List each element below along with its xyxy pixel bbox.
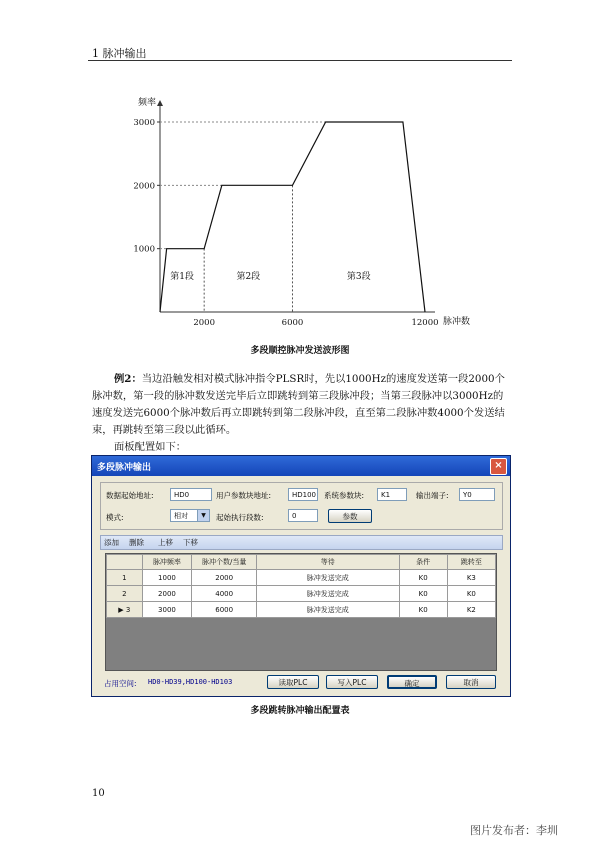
chevron-down-icon[interactable]: ▼: [197, 510, 209, 521]
move-up-button[interactable]: 上移: [158, 538, 173, 547]
segment-label: 第1段: [170, 272, 194, 282]
table-cell[interactable]: 脉冲发送完成: [257, 570, 399, 586]
segment-table: [105, 553, 497, 671]
table-cell[interactable]: 6000: [192, 602, 257, 618]
status-value: HD0-HD39,HD100-HD103: [148, 678, 233, 686]
y-axis-label: 频率: [137, 98, 157, 108]
table-row[interactable]: [107, 586, 496, 602]
chart-caption: 多段顺控脉冲发送波形图: [250, 346, 350, 356]
output-label: 输出端子:: [416, 491, 449, 500]
row-header[interactable]: ▶ 3: [107, 602, 143, 618]
table-cell[interactable]: K0: [399, 570, 447, 586]
column-header[interactable]: 脉冲个数/当量: [192, 555, 257, 570]
example-text: 当边沿触发相对模式脉冲指令PLSR时，先以1000Hz的速度发送第一段2000个脉冲数，第一段的脉冲数发送完毕后立即跳转到第三段脉冲段；当第三段脉冲以3000Hz的速度发送完6000个脉冲数后再立即跳转到第二段脉冲段，直至第二段脉冲数4000个发送结束，再跳转至第三段以此循环。: [92, 373, 505, 436]
start-seg-label: 起始执行段数:: [216, 513, 264, 522]
x-tick-label: 12000: [411, 318, 439, 328]
param-button[interactable]: 参数: [328, 509, 372, 523]
column-header[interactable]: 条件: [399, 555, 447, 570]
table-cell[interactable]: 2000: [192, 570, 257, 586]
sys-param-input[interactable]: K1: [377, 488, 407, 501]
ok-button[interactable]: 确定: [387, 675, 437, 689]
mode-select[interactable]: [170, 509, 210, 522]
waveform-line: [160, 122, 425, 312]
panel-intro: 面板配置如下：: [114, 441, 187, 453]
example-label: 例2：: [114, 373, 142, 385]
table-row[interactable]: [107, 602, 496, 618]
table-cell[interactable]: K0: [399, 586, 447, 602]
column-header[interactable]: 等待: [257, 555, 399, 570]
dialog-title: 多段脉冲输出: [97, 463, 152, 473]
page-number: 10: [92, 788, 105, 799]
waveform-chart: [130, 88, 470, 338]
row-header[interactable]: 2: [107, 586, 143, 602]
x-tick-label: 6000: [281, 318, 304, 328]
mode-label: 模式:: [106, 513, 124, 522]
mode-value: 相对: [174, 512, 188, 520]
multi-pulse-dialog: [91, 455, 511, 697]
read-plc-button[interactable]: 读取PLC: [267, 675, 319, 689]
example-paragraph: [92, 371, 512, 439]
start-seg-input[interactable]: 0: [288, 509, 318, 522]
table-cell[interactable]: 脉冲发送完成: [257, 602, 399, 618]
table-cell[interactable]: K0: [399, 602, 447, 618]
add-button[interactable]: 添加: [104, 538, 119, 547]
data-addr-input[interactable]: HD0: [170, 488, 212, 501]
table-toolbar: [100, 535, 503, 550]
write-plc-button[interactable]: 写入PLC: [326, 675, 378, 689]
data-addr-label: 数据起始地址:: [106, 491, 154, 500]
table-cell[interactable]: K2: [447, 602, 495, 618]
running-header: 1 脉冲输出: [92, 47, 147, 60]
column-header[interactable]: 脉冲频率: [142, 555, 192, 570]
user-param-input[interactable]: HD100: [288, 488, 318, 501]
header-rule: [88, 60, 512, 61]
delete-button[interactable]: 删除: [129, 538, 144, 547]
dialog-titlebar: [92, 456, 510, 476]
table-cell[interactable]: K3: [447, 570, 495, 586]
y-tick-label: 3000: [133, 118, 155, 128]
table-cell[interactable]: 脉冲发送完成: [257, 586, 399, 602]
y-tick-label: 2000: [133, 181, 155, 192]
table-cell[interactable]: 4000: [192, 586, 257, 602]
output-input[interactable]: Y0: [459, 488, 495, 501]
status-label: 占用空间:: [104, 679, 137, 688]
y-axis-arrow: [157, 100, 163, 106]
cancel-button[interactable]: 取消: [446, 675, 496, 689]
close-icon[interactable]: ×: [490, 458, 507, 475]
segment-label: 第3段: [346, 272, 371, 282]
table-caption: 多段跳转脉冲输出配置表: [250, 706, 350, 716]
table-cell[interactable]: 1000: [142, 570, 192, 586]
column-header[interactable]: 跳转至: [447, 555, 495, 570]
user-param-label: 用户参数块地址:: [216, 491, 272, 500]
table-cell[interactable]: 2000: [142, 586, 192, 602]
sys-param-label: 系统参数块:: [324, 491, 365, 500]
table-cell[interactable]: K0: [447, 586, 495, 602]
watermark: 图片发布者：李圳: [470, 824, 558, 837]
table-row[interactable]: [107, 570, 496, 586]
x-tick-label: 2000: [193, 318, 215, 328]
x-axis-label: 脉冲数: [443, 317, 470, 327]
segment-label: 第2段: [236, 272, 261, 282]
move-down-button[interactable]: 下移: [183, 538, 198, 547]
y-tick-label: 1000: [133, 244, 155, 255]
column-header[interactable]: [107, 555, 143, 570]
table-cell[interactable]: 3000: [142, 602, 192, 618]
row-header[interactable]: 1: [107, 570, 143, 586]
